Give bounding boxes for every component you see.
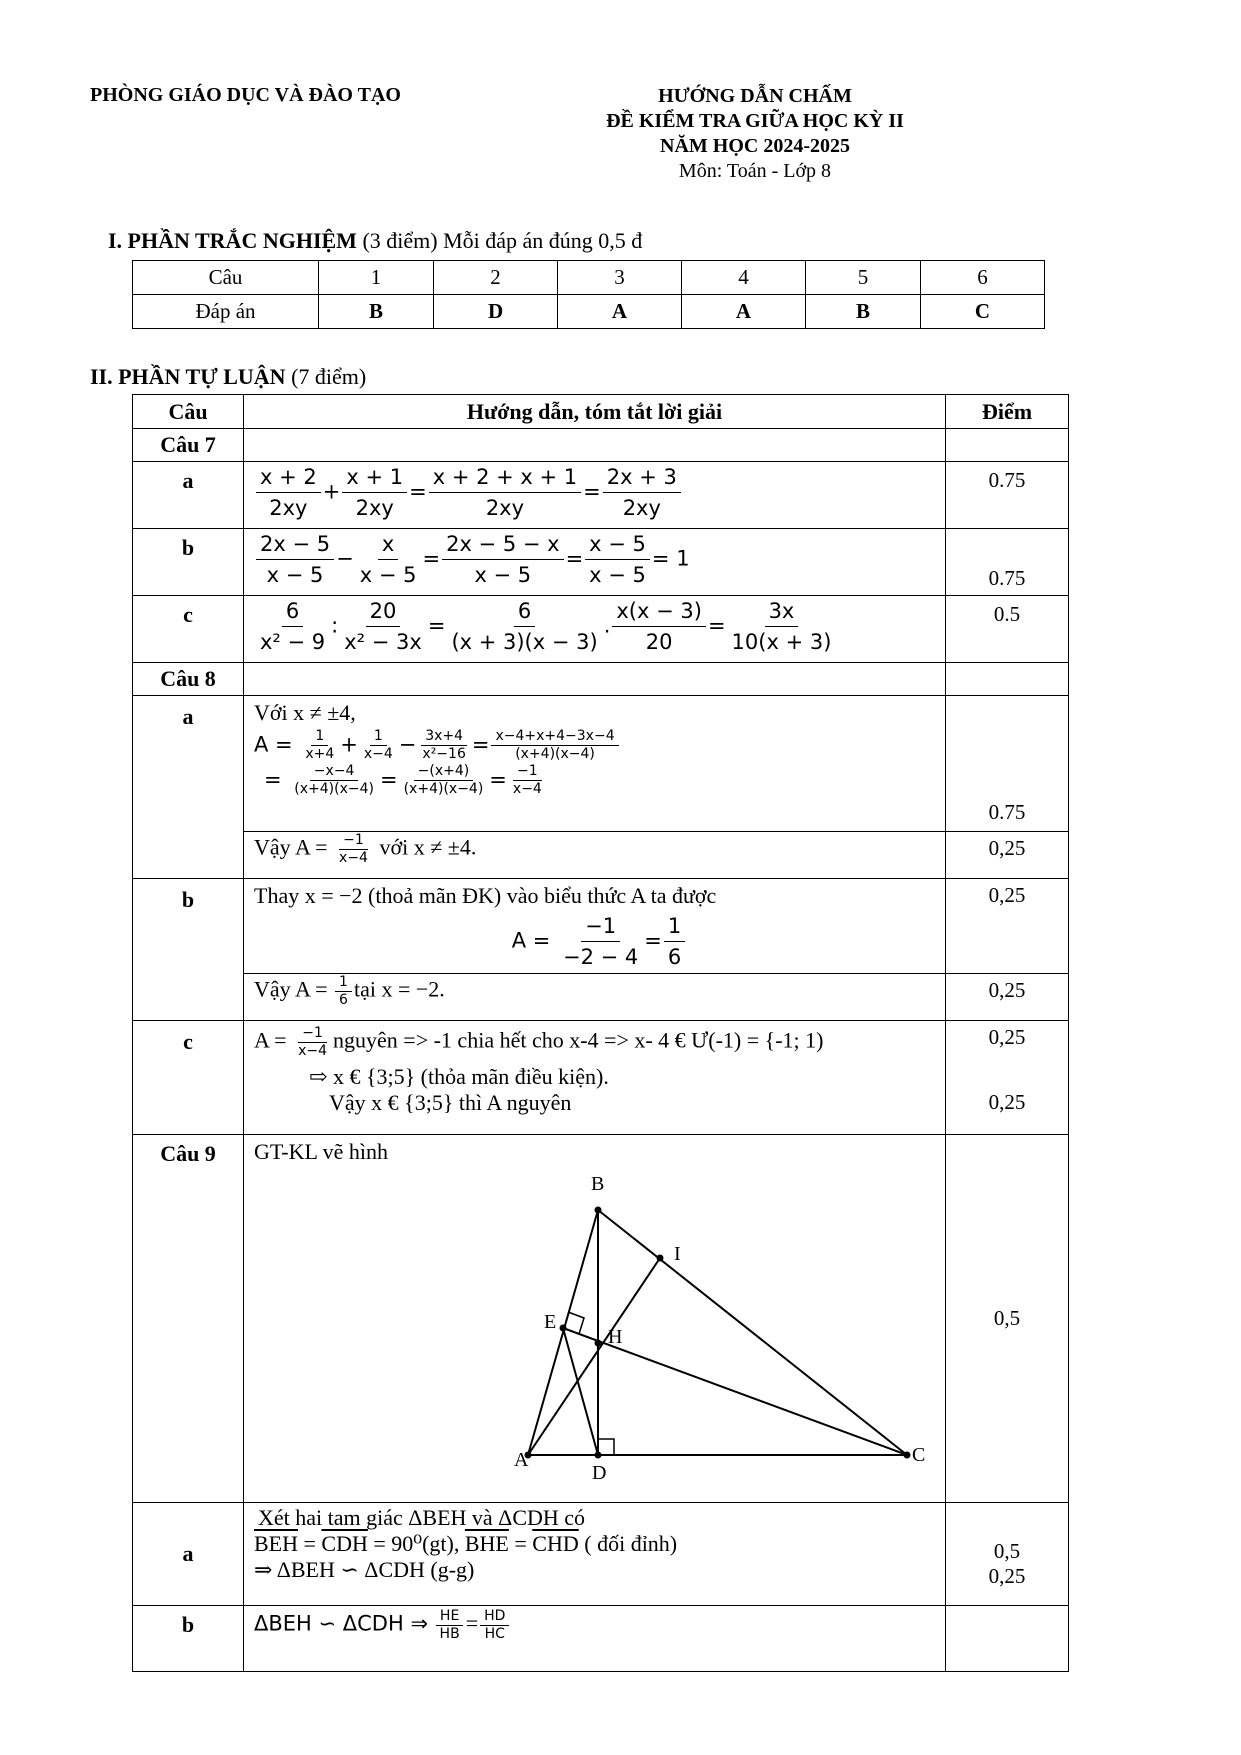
fraction: $\frac{x + 2}{2xy}$ xyxy=(256,462,321,523)
q8b-conclusion: Vậy A = $\frac{1}{6}$ tại x = −2. xyxy=(244,974,946,1021)
q8b-conclusion-row xyxy=(133,974,1069,1021)
q8a-step2: = $\frac{-x-4}{(x+4)(x-4)}$ = $\frac{-(x+4)}{(x+4)(x-4)}$ = $\frac{-1}{x-4}$ xyxy=(264,763,542,797)
label-h: H xyxy=(608,1326,623,1348)
q8-empty xyxy=(244,663,946,696)
q8c-score2: 0,25 xyxy=(988,1090,1026,1114)
question-number: 5 xyxy=(805,261,920,295)
point-h xyxy=(595,1340,602,1347)
arrow-right-icon: ⇨ xyxy=(309,1064,328,1089)
answer-cell: C xyxy=(921,295,1045,329)
fraction: $\frac{HE}{HB}$ xyxy=(436,1608,464,1643)
q9-label: Câu 9 xyxy=(133,1135,244,1503)
q7a-label: a xyxy=(133,462,244,529)
school-year: NĂM HỌC 2024-2025 xyxy=(660,135,850,157)
q9a-score1: 0,5 xyxy=(993,1539,1021,1563)
q8a-step1: A = $\frac{1}{x+4}$ + $\frac{1}{x-4}$ − $\frac{3x+4}{\text{x²−16}}$ = $\frac{x-4+x+4-3x-4}{(x+4)(x-4)}$ xyxy=(254,728,945,763)
q9-intro: GT-KL vẽ hình xyxy=(254,1139,389,1164)
q9b-row xyxy=(133,1606,1069,1672)
fraction: $\frac{x + 1}{2xy}$ xyxy=(342,462,407,523)
fraction: $\frac{x - 5}{x - 5}$ xyxy=(585,529,650,590)
part1-title: I. PHẦN TRẮC NGHIỆM xyxy=(108,228,357,253)
q7a-score: 0.75 xyxy=(946,462,1069,529)
q8c-label: c xyxy=(133,1021,244,1135)
q8a-score1: 0.75 xyxy=(946,696,1069,832)
q9a-label: a xyxy=(133,1503,244,1606)
fraction: $\frac{6}{(x + 3)(x - 3)}$ xyxy=(447,596,601,657)
q8c-line3: Vậy x € {3;5} thì A nguyên xyxy=(329,1090,572,1115)
doc-title: HƯỚNG DẪN CHẤM xyxy=(658,85,852,107)
q7c-score: 0.5 xyxy=(946,596,1069,663)
point-b xyxy=(595,1207,602,1214)
fraction: $\frac{3x}{10(x + 3)}$ xyxy=(728,596,836,657)
subject-line: Môn: Toán - Lớp 8 xyxy=(678,160,832,182)
q7-empty xyxy=(244,429,946,462)
q8b-substitution: Thay x = −2 (thoả mãn ĐK) vào biểu thức A ta được xyxy=(254,883,717,908)
fraction: $\frac{2x - 5 - x}{x - 5}$ xyxy=(442,529,563,590)
answer-cell: A xyxy=(558,295,682,329)
q7-label: Câu 7 xyxy=(133,429,244,462)
fraction: $\frac{HD}{HC}$ xyxy=(480,1608,509,1643)
point-i xyxy=(657,1255,664,1262)
q9a-line2: $\overline{BEH} = \overline{CDH} = 90^0(gt)$, $\overline{BHE} = \overline{CHD}$ ( đối đỉnh) xyxy=(254,1531,678,1556)
q8a-score2: 0,25 xyxy=(946,832,1069,879)
department-name: PHÒNG GIÁO DỤC VÀ ĐÀO TẠO xyxy=(90,84,401,106)
row-label-question: Câu xyxy=(133,261,319,295)
exam-title: ĐỀ KIỂM TRA GIỮA HỌC KỲ II xyxy=(606,110,904,132)
q8-score-empty xyxy=(946,663,1069,696)
fraction: $\frac{x}{x - 5}$ xyxy=(356,529,421,590)
q9-figure-cell xyxy=(244,1135,946,1503)
q9-figure-score: 0,5 xyxy=(946,1135,1069,1503)
point-e xyxy=(560,1325,567,1332)
geometry-figure xyxy=(254,1165,934,1495)
q7b-row xyxy=(133,529,1069,596)
q7c-row xyxy=(133,596,1069,663)
q8a-row xyxy=(133,696,1069,832)
q9a-line3: ⇒ ΔBEH ∽ ΔCDH (g-g) xyxy=(254,1557,475,1582)
q8b-label: b xyxy=(133,879,244,1021)
segment-ed xyxy=(563,1328,598,1455)
q8c-score1: 0,25 xyxy=(988,1025,1026,1049)
q7-score-empty xyxy=(946,429,1069,462)
q9a-scores xyxy=(946,1503,1069,1606)
q8b-result: A = $\frac{-1}{-2 - 4}$ = $\frac{1}{6}$ xyxy=(254,911,945,972)
q7c-label: c xyxy=(133,596,244,663)
q7b-score: 0.75 xyxy=(946,529,1069,596)
q7a-solution: $\frac{x + 2}{2xy}$ + $\frac{x + 1}{2xy}$ = $\frac{x + 2 + x + 1}{2xy}$ = $\frac{2x + 3}{2xy}$ xyxy=(244,462,946,529)
question-number: 1 xyxy=(319,261,434,295)
header-score: Điểm xyxy=(946,395,1069,429)
header-question: Câu xyxy=(133,395,244,429)
fraction: $\frac{6}{\text{x² − 9}}$ xyxy=(256,596,329,657)
answer-cell: B xyxy=(805,295,920,329)
part1-note: (3 điểm) Mỗi đáp án đúng 0,5 đ xyxy=(356,228,643,253)
q8a-label: a xyxy=(133,696,244,879)
fraction: $\frac{x(x - 3)}{20}$ xyxy=(612,596,706,657)
answer-row xyxy=(133,295,1045,329)
question-number: 6 xyxy=(921,261,1045,295)
part2-title: II. PHẦN TỰ LUẬN xyxy=(90,364,286,389)
label-a: A xyxy=(514,1449,529,1471)
label-b: B xyxy=(591,1173,605,1195)
label-e: E xyxy=(544,1311,557,1333)
label-d: D xyxy=(592,1462,607,1484)
question-number: 4 xyxy=(681,261,805,295)
q9a-solution xyxy=(244,1503,946,1606)
q8a-conclusion-row xyxy=(133,832,1069,879)
fraction: $\frac{x + 2 + x + 1}{2xy}$ xyxy=(429,462,581,523)
q8a-condition: Với x ≠ ±4, xyxy=(254,700,356,725)
essay-table xyxy=(132,394,1069,1672)
document-header xyxy=(545,84,965,184)
fraction: $\frac{2x - 5}{x - 5}$ xyxy=(256,529,334,590)
q8-row xyxy=(133,663,1069,696)
side-bc xyxy=(598,1210,907,1455)
q8c-scores xyxy=(946,1021,1069,1135)
q7b-label: b xyxy=(133,529,244,596)
q9b-solution: ΔBEH ∽ ΔCDH ⇒ $\frac{HE}{HB}$ = $\frac{HD}{HC}$ xyxy=(244,1606,946,1672)
q8a-conclusion: Vậy A = $\frac{-1}{x-4}$ với x ≠ ±4. xyxy=(244,832,946,879)
essay-header-row xyxy=(133,395,1069,429)
point-c xyxy=(904,1452,911,1459)
q9-figure-row xyxy=(133,1135,1069,1503)
fraction: $\frac{2x + 3}{2xy}$ xyxy=(603,462,681,523)
q8a-solution xyxy=(244,696,946,832)
q8b-row xyxy=(133,879,1069,974)
label-i: I xyxy=(674,1243,681,1265)
part2-heading xyxy=(90,364,366,390)
q8c-solution xyxy=(244,1021,946,1135)
header-solution: Hướng dẫn, tóm tắt lời giải xyxy=(244,395,946,429)
q7c-solution: $\frac{6}{\text{x² − 9}}$ : $\frac{20}{\text{x² − 3x}}$ = $\frac{6}{(x + 3)(x - 3)}$ . $\frac{x(x - 3)}{20}$ = $\frac{3x}{10(x + 3)}$ xyxy=(244,596,946,663)
q8-label: Câu 8 xyxy=(133,663,244,696)
part2-note: (7 điểm) xyxy=(285,364,367,389)
q9b-score-empty xyxy=(946,1606,1069,1672)
answer-cell: A xyxy=(681,295,805,329)
q8b-solution xyxy=(244,879,946,974)
fraction: $\frac{20}{\text{x² − 3x}}$ xyxy=(340,596,426,657)
multiple-choice-table xyxy=(132,260,1045,329)
row-label-answer: Đáp án xyxy=(133,295,319,329)
q9a-score2: 0,25 xyxy=(988,1564,1026,1588)
q7b-solution: $\frac{2x - 5}{x - 5}$ − $\frac{x}{x - 5}$ = $\frac{2x - 5 - x}{x - 5}$ = $\frac{x - 5}{x - 5}$ = 1 xyxy=(244,529,946,596)
q7-row xyxy=(133,429,1069,462)
question-number: 3 xyxy=(558,261,682,295)
q9a-row xyxy=(133,1503,1069,1606)
q8c-line2: ⇨ x € {3;5} (thỏa mãn điều kiện). xyxy=(309,1064,609,1089)
q9a-line1: Xét hai tam giác ΔBEH và ΔCDH có xyxy=(258,1505,586,1530)
q8c-line1: A = $\frac{-1}{x-4}$ nguyên => -1 chia hết cho x-4 => x- 4 € Ư(-1) = {-1; 1) xyxy=(254,1025,824,1059)
q9b-label: b xyxy=(133,1606,244,1672)
answer-cell: D xyxy=(434,295,558,329)
q8b-score2: 0,25 xyxy=(946,974,1069,1021)
q7a-row xyxy=(133,462,1069,529)
label-c: C xyxy=(912,1444,926,1466)
question-row xyxy=(133,261,1045,295)
answer-cell: B xyxy=(319,295,434,329)
q8b-score1: 0,25 xyxy=(946,879,1069,974)
part1-heading xyxy=(108,228,642,254)
point-d xyxy=(595,1452,602,1459)
q8c-row xyxy=(133,1021,1069,1135)
question-number: 2 xyxy=(434,261,558,295)
q7b-result: = 1 xyxy=(651,546,690,571)
